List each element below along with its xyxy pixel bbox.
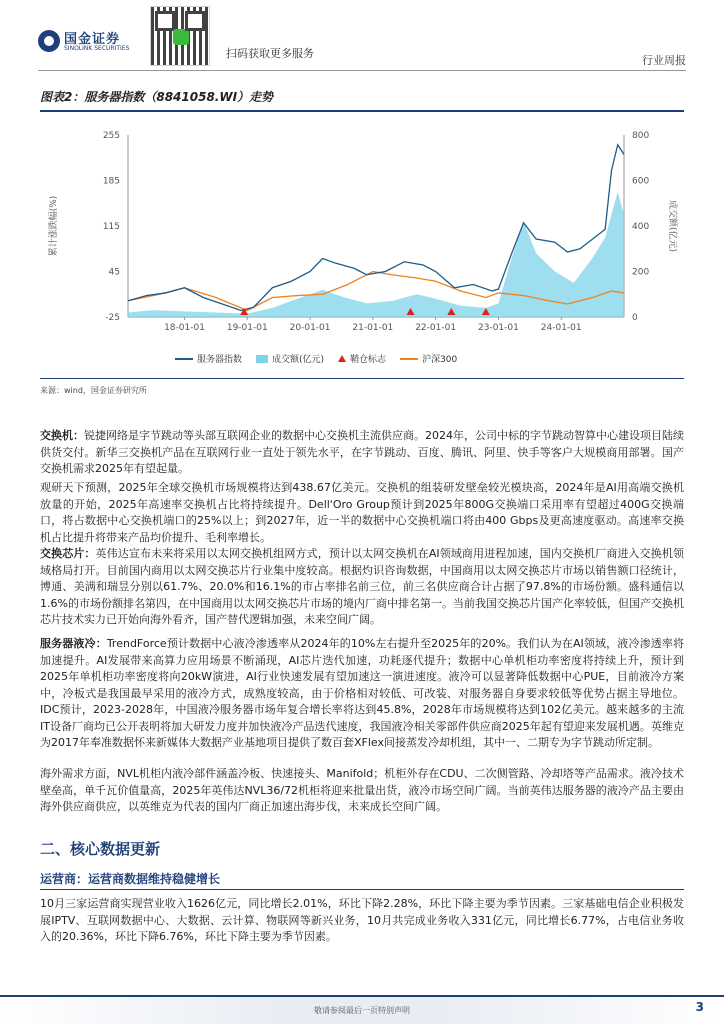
paragraph-switch-forecast: 观研天下预测，2025年全球交换机市场规模将达到438.67亿美元。交换机的组装研发壁垒较光模块高，2024年是AI用高端交换机放量的开始，2025年高速率交换机占比将持续提升。Dell'Oro Group预计到2025年800G交换端口采用率有望超过400G交换端口，将占数据中心交换机端口的25%以上；到2027年，近一半的数据中心交换机端口将由400 Gbps及更高速度驱动。高速率交换机占比提升将带来产品均价提升、毛利率增长。 [40,481,684,544]
right-axis-label: 成交额(亿元) [667,199,677,253]
paragraph-liquid-cooling-heading: 服务器液冷： [40,637,107,650]
x-tick-label: 21-01-01 [352,323,394,333]
left-tick-label: 45 [108,267,120,278]
footer-disclaimer: 敬请参阅最后一页特别声明 [314,1006,410,1015]
right-tick-label: 600 [632,176,650,187]
server-index-chart [40,125,684,375]
paragraph-switch-chip-body: 英伟达宣布未来将采用以太网交换机组网方式，预计以太网交换机在AI领域商用进程加速，国内交换机厂商进入交换机领域格局打开。目前国内商用以太网交换芯片行业集中度较高。根据灼识咨询数据，中国商用以太网交换芯片市场以销售额口径统计，博通、美满和瑞昱分别以61.7%、20.0%和16.1%的市占率排名前三位，前三名供应商合计占据了97.8%的市场份额。盛科通信以1.6%的市场份额排名第四，在中国商用以太网交换芯片市场的境内厂商中排名第一。当前我国交换芯片国产化率较低，但国产交换机芯片技术实力已开始向海外看齐，国产替代逻辑加强，未来空间广阔。 [40,547,684,626]
legend-item-hs300: 沪深300 [400,352,457,365]
paragraph-switch [40,428,684,478]
scan-prompt: 扫码获取更多服务 [226,47,314,60]
right-tick-label: 800 [632,131,650,141]
qr-code-icon[interactable] [150,6,210,66]
right-tick-label: 0 [632,313,638,323]
right-tick-label: 200 [632,267,650,278]
paragraph-switch-chip-heading: 交换芯片： [40,547,96,560]
brand-name-cn: 国金证券 [64,32,121,47]
header-divider [38,70,686,71]
figure-bottom-rule [40,378,684,379]
paragraph-operators: 10月三家运营商实现营业收入1626亿元，同比增长2.01%，环比下降2.28%，环比下降主要为季节因素。三家基础电信企业积极发展IPTV、互联网数据中心、大数据、云计算、物联网等新兴业务，10月共完成业务收入331亿元，同比增长6.77%，占电信业务收入的20.36%，环比下降6.76%，环比下降主要为季节因素。 [40,897,684,943]
paragraph-liquid-cooling-body: TrendForce预计数据中心液冷渗透率从2024年的10%左右提升至2025年的20%。我们认为在AI领域，液冷渗透率将加速提升。AI发展带来高算力应用场景不断涌现，AI芯片迭代加速，功耗逐代提升；数据中心单机柜功率密度将持续上升，预计到2025年单机柜功率密度将向20kW演进，AI行业快速发展有望加速这一演进速度。液冷可以显著降低数据中心PUE，目前液冷方案中，冷板式是我国最早采用的液冷方式，成熟度较高，由于价格相对较低、可改装、对服务器自身要求较低等优势占据主导地位。IDC预计，2023-2028年，中国液冷服务器市场年复合增长率将达到45.8%，2028年市场规模将达到102亿美元。越来越多的主流IT设备厂商均已公开表明将加大研发力度并加快液冷产品迭代速度，我国液冷相关零部件供应商2025年起有望迎来发展机遇。英维克为2017年奉准数据怀来新媒体大数据产业基地项目提供了数百套XFlex间接蒸发冷却机组，其中一、二期专为字节跳动所定制。 [40,637,684,749]
figure-title: 图表2：服务器指数（8841058.WI）走势 [40,90,274,104]
left-tick-label: 185 [102,176,120,187]
x-tick-label: 19-01-01 [226,323,268,333]
paragraph-switch-body: 锐捷网络是字节跳动等头部互联网企业的数据中心交换机主流供应商。2024年，公司中标的字节跳动智算中心建设项目陆续供货交付。新华三交换机产品在互联网行业一直处于领先水平，在字节跳动、百度、腾讯、阿里、快手等客户大规模商用部署。国产交换机需求2025年有望起量。 [40,429,684,475]
figure-top-rule [40,110,684,112]
series-volume-area [128,192,624,317]
paragraph-switch-heading: 交换机： [40,429,84,442]
logo-mark-icon [38,30,60,52]
section-title: 二、核心数据更新 [40,840,161,858]
left-tick-label: 255 [102,131,120,141]
page-number: 3 [695,1000,704,1014]
legend-item-server-index: 服务器指数 [175,352,242,365]
company-logo [38,28,136,56]
right-tick-label: 400 [632,222,650,232]
page-header [0,0,724,70]
chart-legend [175,352,457,365]
x-tick-label: 20-01-01 [289,323,331,333]
left-axis-label: 累计涨跌幅(%) [49,195,59,257]
x-tick-label: 24-01-01 [540,323,582,333]
x-tick-label: 22-01-01 [415,323,457,333]
paragraph-switch-chip [40,546,684,629]
x-tick-label: 18-01-01 [164,323,205,333]
legend-item-marker: 鞘仓标志 [338,352,386,365]
left-tick-label: -25 [105,313,120,323]
brand-name-en: SINOLINK SECURITIES [64,45,130,52]
subsection-title: 运营商：运营商数据维持稳健增长 [40,872,221,886]
left-tick-label: 115 [102,222,120,232]
report-type: 行业周报 [642,54,686,67]
subsection-rule [40,889,684,890]
legend-item-volume: 成交额(亿元) [256,352,324,365]
paragraph-liquid-cooling [40,636,684,752]
paragraph-overseas-demand: 海外需求方面，NVL机柜内液冷部件涵盖冷板、快速接头、Manifold；机柜外存在CDU、二次侧管路、冷却塔等产品需求。液冷技术壁垒高，单千瓦价值量高，2025年英伟达NVL36/72机柜将迎来批量出货，液冷市场空间广阔。当前英伟达服务器的液冷产品主要由海外供应商供应，以英维克为代表的国内厂商正加速出海步伐，未来成长空间广阔。 [40,767,684,813]
x-tick-label: 23-01-01 [478,323,519,333]
figure-source: 来源：wind，国金证券研究所 [40,386,147,395]
